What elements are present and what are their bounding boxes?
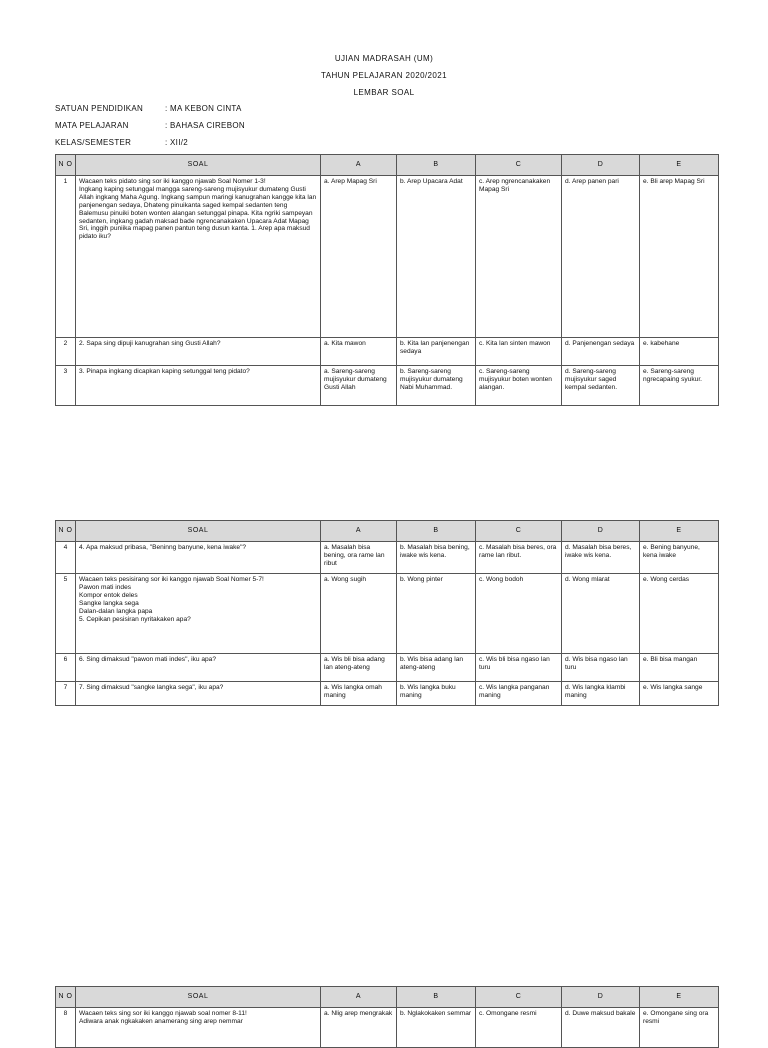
info-label: MATA PELAJARAN [55,121,129,130]
question-table-2 [55,520,719,706]
option-c: c. Omongane resmi [476,1008,562,1048]
col-d-header: D [562,155,640,176]
option-e: e. kabehane [640,338,719,366]
col-d-header: D [562,521,640,542]
option-b: b. Wis langka buku maning [397,682,476,706]
info-school [55,104,242,113]
info-class [55,138,188,147]
option-b: b. Arep Upacara Adat [397,176,476,338]
option-b: b. Wis bisa adang lan ateng-ateng [397,654,476,682]
question-text: 6. Sing dimaksud "pawon mati indes", iku apa? [76,654,321,682]
table-header-row [56,987,719,1008]
table-row [56,338,719,366]
option-a: a. Kita mawon [321,338,397,366]
exam-title: UJIAN MADRASAH (UM) [334,54,434,63]
option-b: b. Kita lan panjenengan sedaya [397,338,476,366]
option-c: c. Wong bodoh [476,574,562,654]
col-no-header: N O [56,987,76,1008]
info-label: KELAS/SEMESTER [55,138,132,147]
question-table-1 [55,154,719,406]
question-text: 2. Sapa sing dipuji kanugrahan sing Gusti Allah? [76,338,321,366]
option-c: c. Masalah bisa beres, ora rame lan ribut. [476,542,562,574]
option-b: b. Nglakokaken semmar [397,1008,476,1048]
option-a: a. Wis langka omah maning [321,682,397,706]
option-d: d. Masalah bisa beres, iwake wis kena. [562,542,640,574]
col-b-header: B [397,155,476,176]
question-text: 4. Apa maksud pribasa, "Beninng banyune, kena iwake"? [76,542,321,574]
option-e: e. Wis langka sange [640,682,719,706]
col-d-header: D [562,987,640,1008]
option-e: e. Omongane sing ora resmi [640,1008,719,1048]
col-e-header: E [640,155,719,176]
col-b-header: B [397,987,476,1008]
option-e: e. Bli bisa mangan [640,654,719,682]
info-label: SATUAN PENDIDIKAN [55,104,144,113]
sheet-title: LEMBAR SOAL [353,88,415,97]
col-a-header: A [321,987,397,1008]
option-e: e. Bening banyune, kena iwake [640,542,719,574]
academic-year: TAHUN PELAJARAN 2020/2021 [321,71,447,80]
option-e: e. Bli arep Mapag Sri [640,176,719,338]
option-a: a. Nlig arep mengrakak [321,1008,397,1048]
col-no-header: N O [56,155,76,176]
question-number: 3 [56,366,76,406]
col-soal-header: SOAL [76,155,321,176]
table-row [56,682,719,706]
table-row [56,654,719,682]
col-b-header: B [397,521,476,542]
option-a: a. Arep Mapag Sri [321,176,397,338]
option-a: a. Masalah bisa bening, ora rame lan ribut [321,542,397,574]
table-row [56,542,719,574]
question-text: 7. Sing dimaksud "sangke langka sega", iku apa? [76,682,321,706]
option-d: d. Wis bisa ngaso lan turu [562,654,640,682]
option-d: d. Wong mlarat [562,574,640,654]
question-number: 4 [56,542,76,574]
col-e-header: E [640,521,719,542]
table-row [56,1008,719,1048]
question-number: 1 [56,176,76,338]
info-value: : BAHASA CIREBON [165,121,245,130]
col-soal-header: SOAL [76,987,321,1008]
col-e-header: E [640,987,719,1008]
col-no-header: N O [56,521,76,542]
col-c-header: C [476,987,562,1008]
question-text: Wacaen teks pidato sing sor iki kanggo njawab Soal Nomer 1-3! Ingkang kaping setunggal mangga sareng-sareng mujisyukur dumateng Gusti Allah ingkang Maha Agung. Ingkang sampun maringi kanugrahan kangge kita lan panjenengan sedaya, Dhateng pinuikanta saged kempal sedanten teng Balemusu pinuiki boten wonten alangan setunggal pinapa. Kita ngriki sampeyan sedanten, ingkang gadah maksad bade ngrencanakaken Upacara Adat Mapag Sri, inggih puniika mapag panen pantun teng dusun kanta. 1. Arep apa maksud pidato iku? [76,176,321,338]
question-number: 6 [56,654,76,682]
table-row [56,366,719,406]
col-c-header: C [476,521,562,542]
option-b: b. Wong pinter [397,574,476,654]
option-c: c. Sareng-sareng mujisyukur boten wonten alangan. [476,366,562,406]
table-header-row [56,521,719,542]
question-number: 8 [56,1008,76,1048]
col-a-header: A [321,521,397,542]
col-soal-header: SOAL [76,521,321,542]
option-c: c. Kita lan sinten mawon [476,338,562,366]
info-value: : XII/2 [165,138,188,147]
question-text: 3. Pinapa ingkang dicapkan kaping setunggal teng pidato? [76,366,321,406]
option-d: d. Sareng-sareng mujisyukur saged kempal sedanten. [562,366,640,406]
table-row [56,176,719,338]
option-d: d. Arep panen pari [562,176,640,338]
col-a-header: A [321,155,397,176]
option-e: e. Wong cerdas [640,574,719,654]
question-text: Wacaen teks pesisirang sor iki kanggo njawab Soal Nomer 5-7! Pawon mati indes Kompor entok deles Sangke langka sega Dalan-dalan langka papa 5. Cepikan pesisiran nyritakaken apa? [76,574,321,654]
table-row [56,574,719,654]
option-e: e. Sareng-sareng ngrecapaing syukur. [640,366,719,406]
option-c: c. Arep ngrencanakaken Mapag Sri [476,176,562,338]
option-b: b. Masalah bisa bening, iwake wis kena. [397,542,476,574]
col-c-header: C [476,155,562,176]
option-a: a. Wong sugih [321,574,397,654]
question-number: 7 [56,682,76,706]
question-number: 5 [56,574,76,654]
option-c: c. Wis bli bisa ngaso lan turu [476,654,562,682]
option-c: c. Wis langka panganan maning [476,682,562,706]
option-d: d. Wis langka klambi maning [562,682,640,706]
option-b: b. Sareng-sareng mujisyukur dumateng Nabi Muhammad. [397,366,476,406]
option-d: d. Duwe maksud bakale [562,1008,640,1048]
question-number: 2 [56,338,76,366]
option-a: a. Sareng-sareng mujisyukur dumateng Gusti Allah [321,366,397,406]
table-header-row [56,155,719,176]
option-a: a. Wis bli bisa adang lan ateng-ateng [321,654,397,682]
question-table-3 [55,986,719,1048]
question-text: Wacaen teks sing sor iki kanggo njawab soal nomer 8-11! Adiwara anak ngkakaken anamerang sing arep nemmar [76,1008,321,1048]
option-d: d. Panjenengan sedaya [562,338,640,366]
info-subject [55,121,245,130]
info-value: : MA KEBON CINTA [165,104,242,113]
